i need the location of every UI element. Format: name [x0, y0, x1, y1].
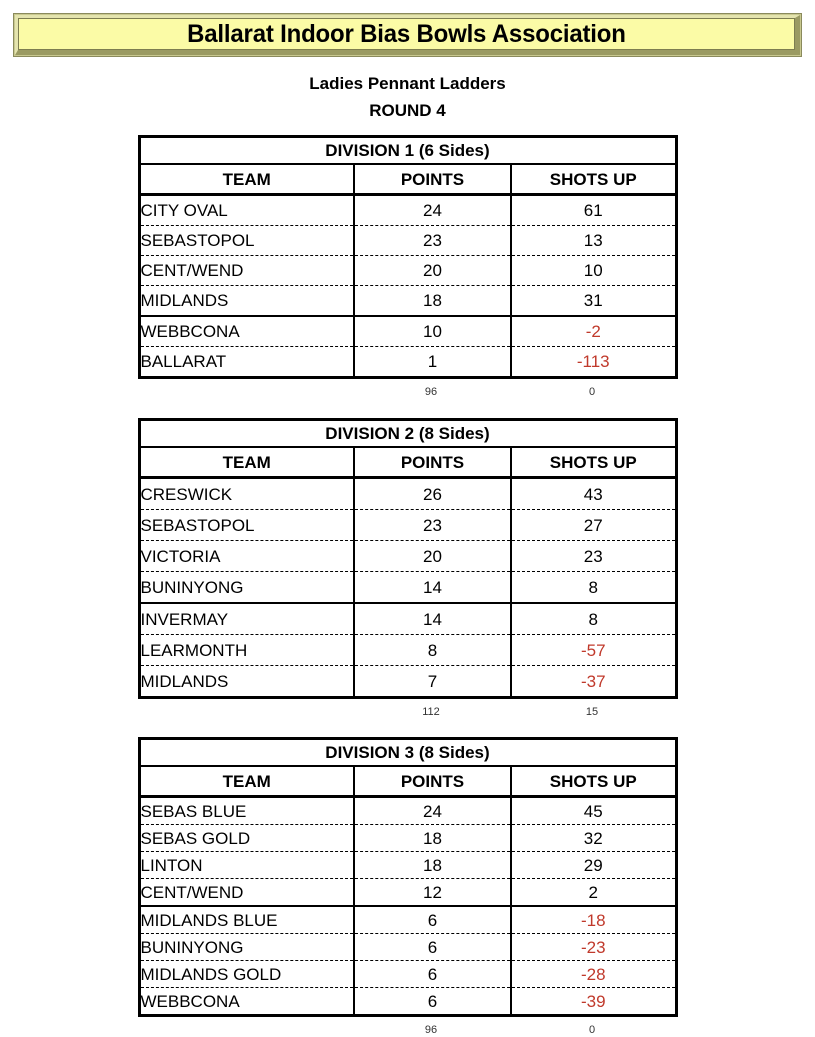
division-title-row: [139, 420, 676, 448]
points-cell: 6: [354, 906, 511, 934]
table-row: [139, 195, 676, 226]
column-header-row: [139, 766, 676, 797]
team-name-cell: BUNINYONG: [139, 572, 354, 604]
banner-bevel-frame: [15, 15, 800, 55]
division-block: [138, 737, 678, 1017]
team-column-header: TEAM: [139, 447, 354, 478]
table-row: [139, 226, 676, 256]
column-header-row: [139, 164, 676, 195]
association-banner: [13, 13, 802, 57]
shots-up-cell: 23: [511, 541, 676, 572]
team-name-cell: BALLARAT: [139, 347, 354, 378]
shots-up-cell: -113: [576, 352, 610, 371]
points-cell: 6: [354, 961, 511, 988]
points-column-header: POINTS: [354, 766, 511, 797]
shots-up-cell: 61: [511, 195, 676, 226]
column-header-row: [139, 447, 676, 478]
table-row: [139, 961, 676, 988]
team-name-cell: VICTORIA: [139, 541, 354, 572]
division-block: [138, 135, 678, 379]
total-shots-up: 0: [588, 1024, 596, 1036]
shots-up-cell: 27: [511, 510, 676, 541]
points-cell: 10: [354, 316, 511, 347]
team-name-cell: MIDLANDS BLUE: [139, 906, 354, 934]
team-name-cell: LINTON: [139, 852, 354, 879]
points-column-header: POINTS: [354, 447, 511, 478]
table-row: [139, 347, 676, 378]
ladders-container: [0, 135, 815, 1036]
table-row: [139, 572, 676, 604]
shots-up-cell: 31: [511, 286, 676, 317]
team-name-cell: CITY OVAL: [139, 195, 354, 226]
points-cell: 18: [354, 852, 511, 879]
team-name-cell: WEBBCONA: [139, 988, 354, 1016]
points-cell: 14: [354, 572, 511, 604]
total-points: 96: [424, 386, 438, 398]
round-label: ROUND 4: [369, 101, 446, 120]
table-row: [139, 879, 676, 907]
shots-up-cell: -37: [580, 671, 606, 691]
totals-spacer: [138, 386, 353, 398]
points-cell: 8: [354, 635, 511, 666]
shots-up-cell: 8: [511, 572, 676, 604]
division-block: [138, 418, 678, 699]
page-subtitle: Ladies Pennant Ladders: [309, 74, 506, 93]
division-totals-row: [138, 699, 678, 718]
division-ladder-table: [138, 135, 678, 379]
team-name-cell: CENT/WEND: [139, 879, 354, 907]
team-name-cell: SEBAS BLUE: [139, 797, 354, 825]
shots-up-cell: -39: [580, 991, 606, 1011]
shots-up-cell: 2: [511, 879, 676, 907]
table-row: [139, 934, 676, 961]
total-shots-up: 15: [585, 706, 599, 718]
team-name-cell: LEARMONTH: [139, 635, 354, 666]
division-ladder-table: [138, 737, 678, 1017]
team-name-cell: SEBASTOPOL: [139, 226, 354, 256]
table-row: [139, 478, 676, 510]
table-row: [139, 541, 676, 572]
points-cell: 20: [354, 541, 511, 572]
division-title: DIVISION 1 (6 Sides): [139, 137, 676, 165]
totals-spacer: [138, 1024, 353, 1036]
team-name-cell: CENT/WEND: [139, 256, 354, 286]
table-row: [139, 852, 676, 879]
points-cell: 20: [354, 256, 511, 286]
team-name-cell: INVERMAY: [139, 603, 354, 635]
table-row: [139, 988, 676, 1016]
points-cell: 24: [354, 195, 511, 226]
total-points: 112: [422, 706, 440, 718]
table-row: [139, 906, 676, 934]
banner-inner-panel: [18, 18, 795, 50]
points-cell: 26: [354, 478, 511, 510]
team-name-cell: CRESWICK: [139, 478, 354, 510]
team-name-cell: SEBASTOPOL: [139, 510, 354, 541]
points-cell: 14: [354, 603, 511, 635]
points-cell: 23: [354, 226, 511, 256]
team-name-cell: MIDLANDS: [139, 666, 354, 698]
shots-up-cell: 45: [511, 797, 676, 825]
shots-up-cell: 8: [511, 603, 676, 635]
total-points: 96: [424, 1024, 438, 1036]
shots-up-column-header: SHOTS UP: [511, 164, 676, 195]
points-cell: 24: [354, 797, 511, 825]
table-row: [139, 510, 676, 541]
points-cell: 18: [354, 825, 511, 852]
division-title: DIVISION 2 (8 Sides): [139, 420, 676, 448]
team-name-cell: BUNINYONG: [139, 934, 354, 961]
points-cell: 23: [354, 510, 511, 541]
points-cell: 7: [354, 666, 511, 698]
division-totals-row: [138, 1017, 678, 1036]
shots-up-cell: 10: [511, 256, 676, 286]
division-title-row: [139, 739, 676, 767]
team-name-cell: WEBBCONA: [139, 316, 354, 347]
points-cell: 6: [354, 934, 511, 961]
table-row: [139, 635, 676, 666]
points-column-header: POINTS: [354, 164, 511, 195]
shots-up-cell: 29: [511, 852, 676, 879]
division-ladder-table: [138, 418, 678, 699]
shots-up-cell: 13: [511, 226, 676, 256]
table-row: [139, 316, 676, 347]
team-column-header: TEAM: [139, 766, 354, 797]
shots-up-column-header: SHOTS UP: [511, 766, 676, 797]
table-row: [139, 797, 676, 825]
table-row: [139, 286, 676, 317]
total-shots-up: 0: [588, 386, 596, 398]
shots-up-cell: -28: [511, 961, 676, 988]
shots-up-column-header: SHOTS UP: [511, 447, 676, 478]
shots-up-cell: 43: [511, 478, 676, 510]
team-name-cell: SEBAS GOLD: [139, 825, 354, 852]
points-cell: 12: [354, 879, 511, 907]
table-row: [139, 666, 676, 698]
points-cell: 1: [354, 347, 511, 378]
shots-up-cell: -57: [511, 635, 676, 666]
table-row: [139, 603, 676, 635]
totals-spacer: [138, 706, 353, 718]
division-title: DIVISION 3 (8 Sides): [139, 739, 676, 767]
team-column-header: TEAM: [139, 164, 354, 195]
table-row: [139, 256, 676, 286]
points-cell: 18: [354, 286, 511, 317]
shots-up-cell: 32: [511, 825, 676, 852]
association-title: Ballarat Indoor Bias Bowls Association: [187, 19, 626, 48]
table-row: [139, 825, 676, 852]
points-cell: 6: [354, 988, 511, 1016]
shots-up-cell: -2: [511, 316, 676, 347]
team-name-cell: MIDLANDS GOLD: [139, 961, 354, 988]
division-title-row: [139, 137, 676, 165]
division-totals-row: [138, 379, 678, 398]
shots-up-cell: -23: [511, 934, 676, 961]
shots-up-cell: -18: [511, 906, 676, 934]
team-name-cell: MIDLANDS: [139, 286, 354, 317]
